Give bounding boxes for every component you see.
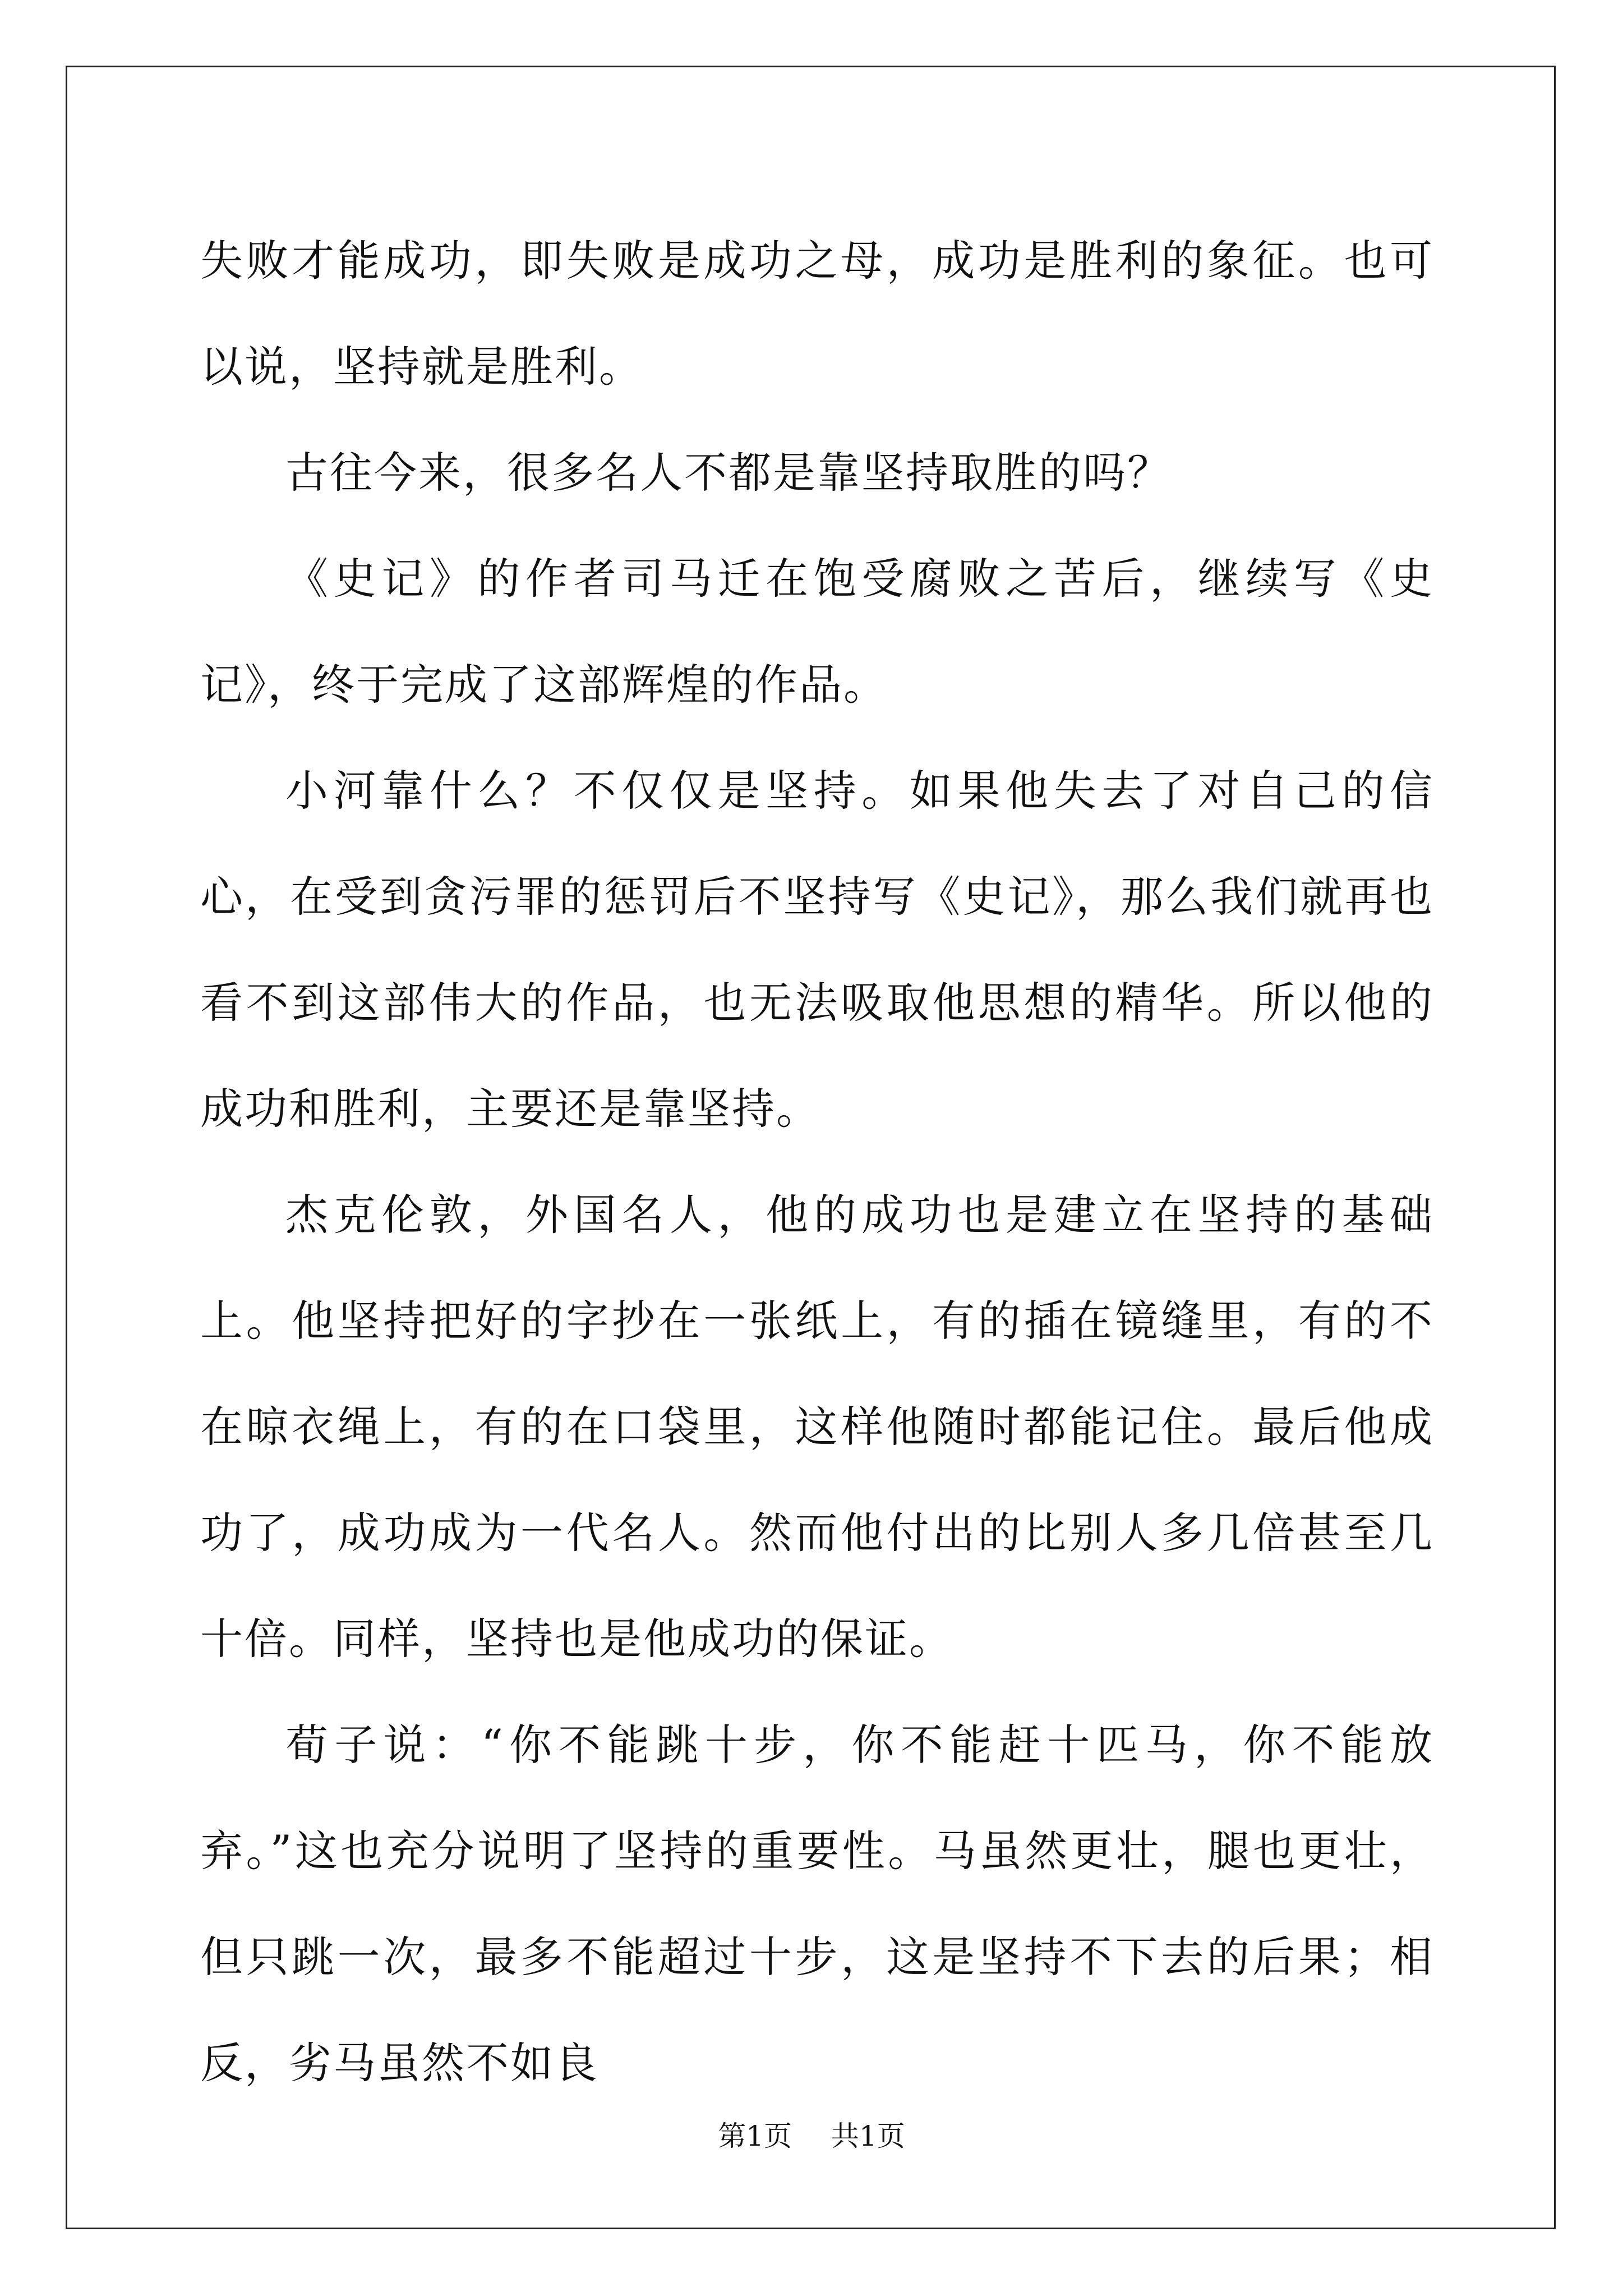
page-number-total: 共1页 xyxy=(831,2120,905,2152)
paragraph: 杰克伦敦，外国名人，他的成功也是建立在坚持的基础上。他坚持把好的字抄在一张纸上，有的插在镜缝里，有的不在晾衣绳上，有的在口袋里，这样他随时都能记住。最后他成功了，成功成为一代名人。然而他付出的比别人多几倍甚至几十倍。同样，坚持也是他成功的保证。 xyxy=(200,1190,1434,1664)
paragraph: 小河靠什么？不仅仅是坚持。如果他失去了对自己的信心，在受到贪污罪的惩罚后不坚持写《史记》，那么我们就再也看不到这部伟大的作品，也无法吸取他思想的精华。所以他的成功和胜利，主要还是靠坚持。 xyxy=(200,766,1434,1134)
page-footer xyxy=(0,2119,1623,2153)
page-number-current: 第1页 xyxy=(718,2120,792,2152)
paragraph: 荀子说：“你不能跳十步，你不能赶十匹马，你不能放弃。”这也充分说明了坚持的重要性。马虽然更壮，腿也更壮，但只跳一次，最多不能超过十步，这是坚持不下去的后果；相反，劣马虽然不如良 xyxy=(200,1720,1434,2088)
paragraph: 《史记》的作者司马迁在饱受腐败之苦后，继续写《史记》，终于完成了这部辉煌的作品。 xyxy=(200,554,1434,710)
paragraph: 失败才能成功，即失败是成功之母，成功是胜利的象征。也可以说，坚持就是胜利。 xyxy=(200,236,1434,392)
document-body xyxy=(200,208,1434,2116)
paragraph: 古往今来，很多名人不都是靠坚持取胜的吗？ xyxy=(285,448,1172,498)
